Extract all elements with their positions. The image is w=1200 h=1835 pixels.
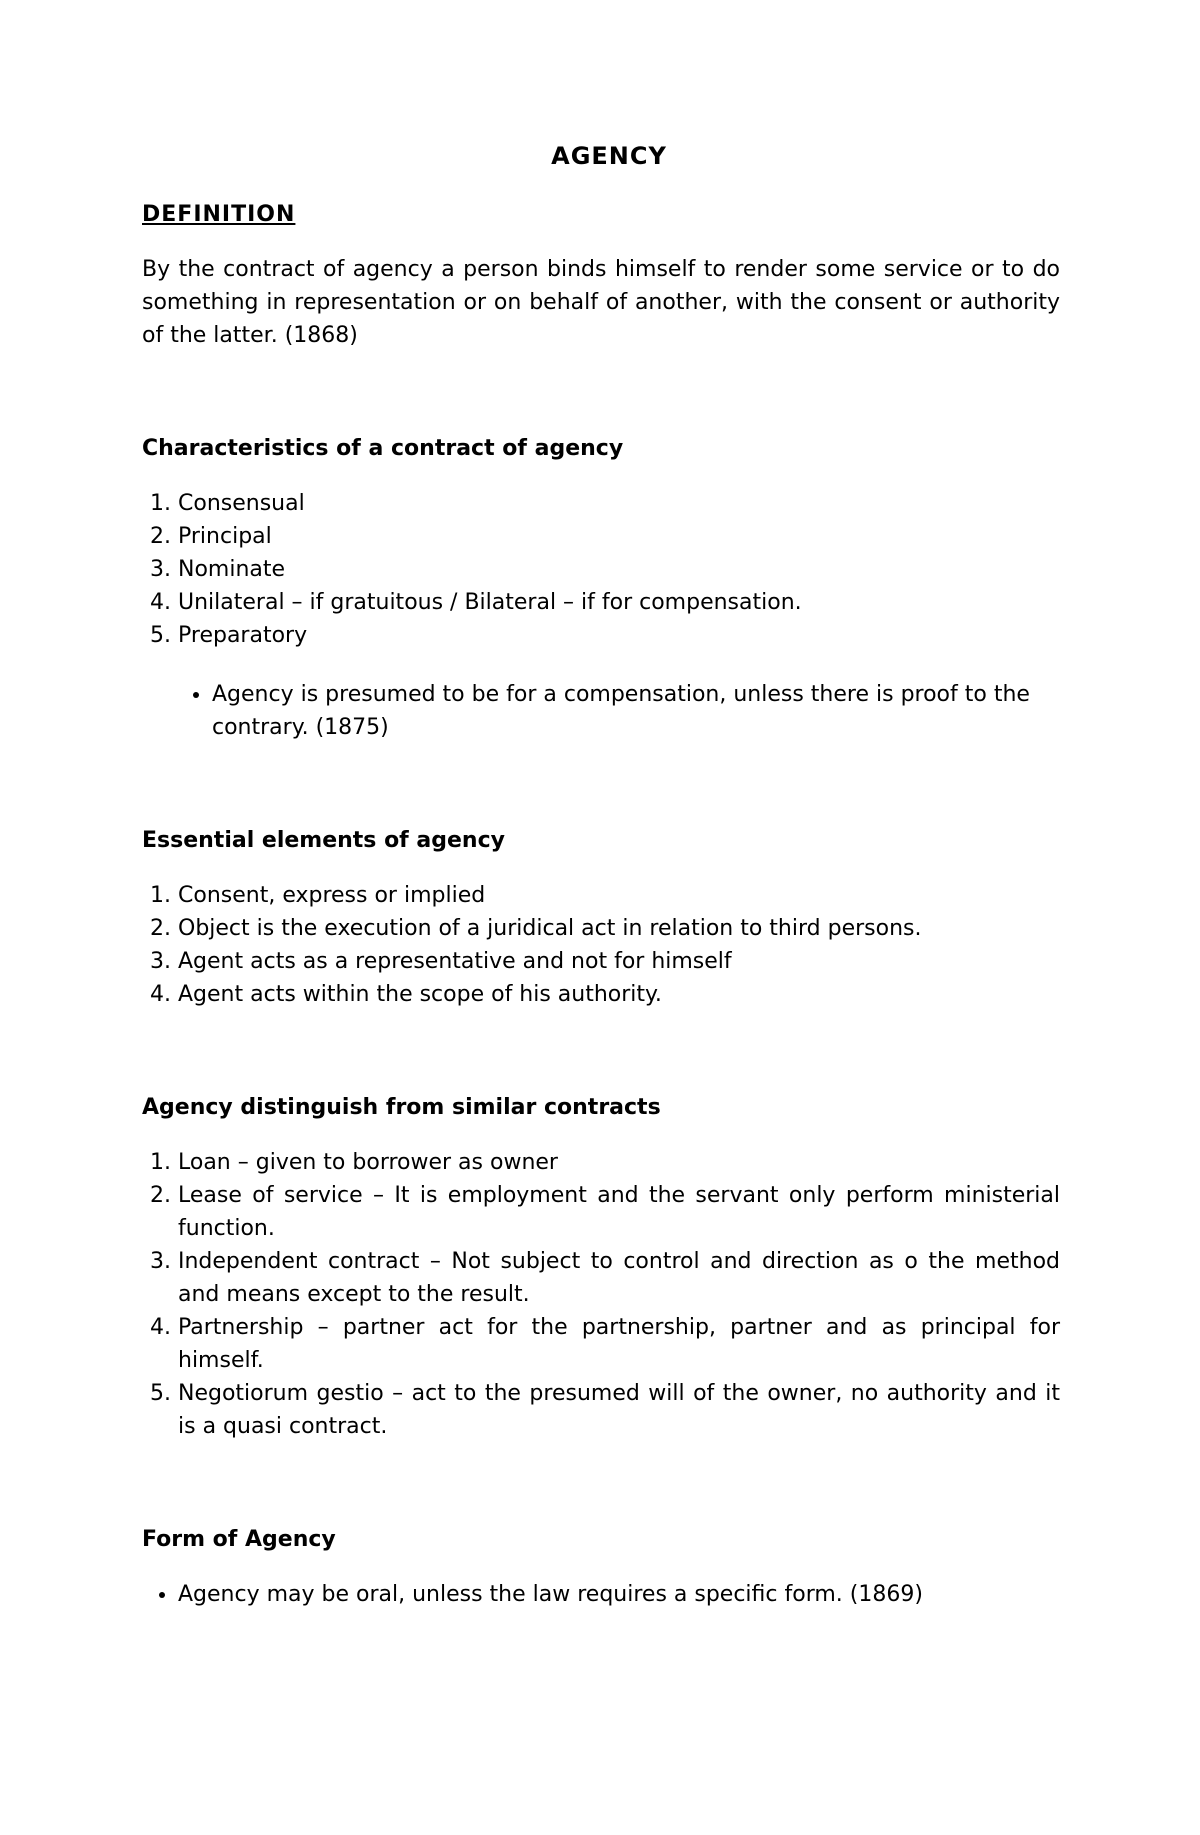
- list-item: 1. Loan – given to borrower as owner: [178, 1146, 1060, 1179]
- list-item: 1. Consensual: [178, 487, 1060, 520]
- list-item: 2. Object is the execution of a juridical act in relation to third persons.: [178, 912, 1060, 945]
- bullet-item: • Agency may be oral, unless the law requires a specific form. (1869): [178, 1578, 1060, 1611]
- list-item: 4. Unilateral – if gratuitous / Bilateral – if for compensation.: [178, 586, 1060, 619]
- essential-elements-list: [142, 879, 1060, 1011]
- list-item: 2. Lease of service – It is employment and the servant only perform ministerial function.: [178, 1179, 1060, 1245]
- distinguish-heading: Agency distinguish from similar contracts: [142, 1095, 661, 1120]
- list-item: 4. Agent acts within the scope of his authority.: [178, 978, 1060, 1011]
- bullet-item: • Agency is presumed to be for a compensation, unless there is proof to the contrary. (1875): [212, 678, 1060, 744]
- distinguish-list: [142, 1146, 1060, 1443]
- list-item: 5. Negotiorum gestio – act to the presumed will of the owner, no authority and it is a quasi contract.: [178, 1377, 1060, 1443]
- characteristics-list: [142, 487, 1060, 652]
- definition-text: By the contract of agency a person binds himself to render some service or to do something in representation or on behalf of another, with the consent or authority of the latter. (1868): [142, 257, 1060, 348]
- list-item: 2. Principal: [178, 520, 1060, 553]
- form-notes: [142, 1578, 1060, 1611]
- list-item: 3. Agent acts as a representative and not for himself: [178, 945, 1060, 978]
- list-item: 5. Preparatory: [178, 619, 1060, 652]
- list-item: 3. Nominate: [178, 553, 1060, 586]
- spacer: [142, 352, 1060, 436]
- spacer: [142, 744, 1060, 828]
- spacer: [142, 1443, 1060, 1527]
- characteristics-heading: Characteristics of a contract of agency: [142, 436, 624, 461]
- form-heading: Form of Agency: [142, 1527, 336, 1552]
- document-title: AGENCY: [551, 142, 667, 170]
- spacer: [142, 1011, 1060, 1095]
- essential-elements-heading: Essential elements of agency: [142, 828, 505, 853]
- definition-heading: DEFINITION: [142, 202, 296, 227]
- list-item: 3. Independent contract – Not subject to control and direction as o the method and means except to the result.: [178, 1245, 1060, 1311]
- list-item: 4. Partnership – partner act for the partnership, partner and as principal for himself.: [178, 1311, 1060, 1377]
- characteristics-notes: [142, 678, 1060, 744]
- list-item: 1. Consent, express or implied: [178, 879, 1060, 912]
